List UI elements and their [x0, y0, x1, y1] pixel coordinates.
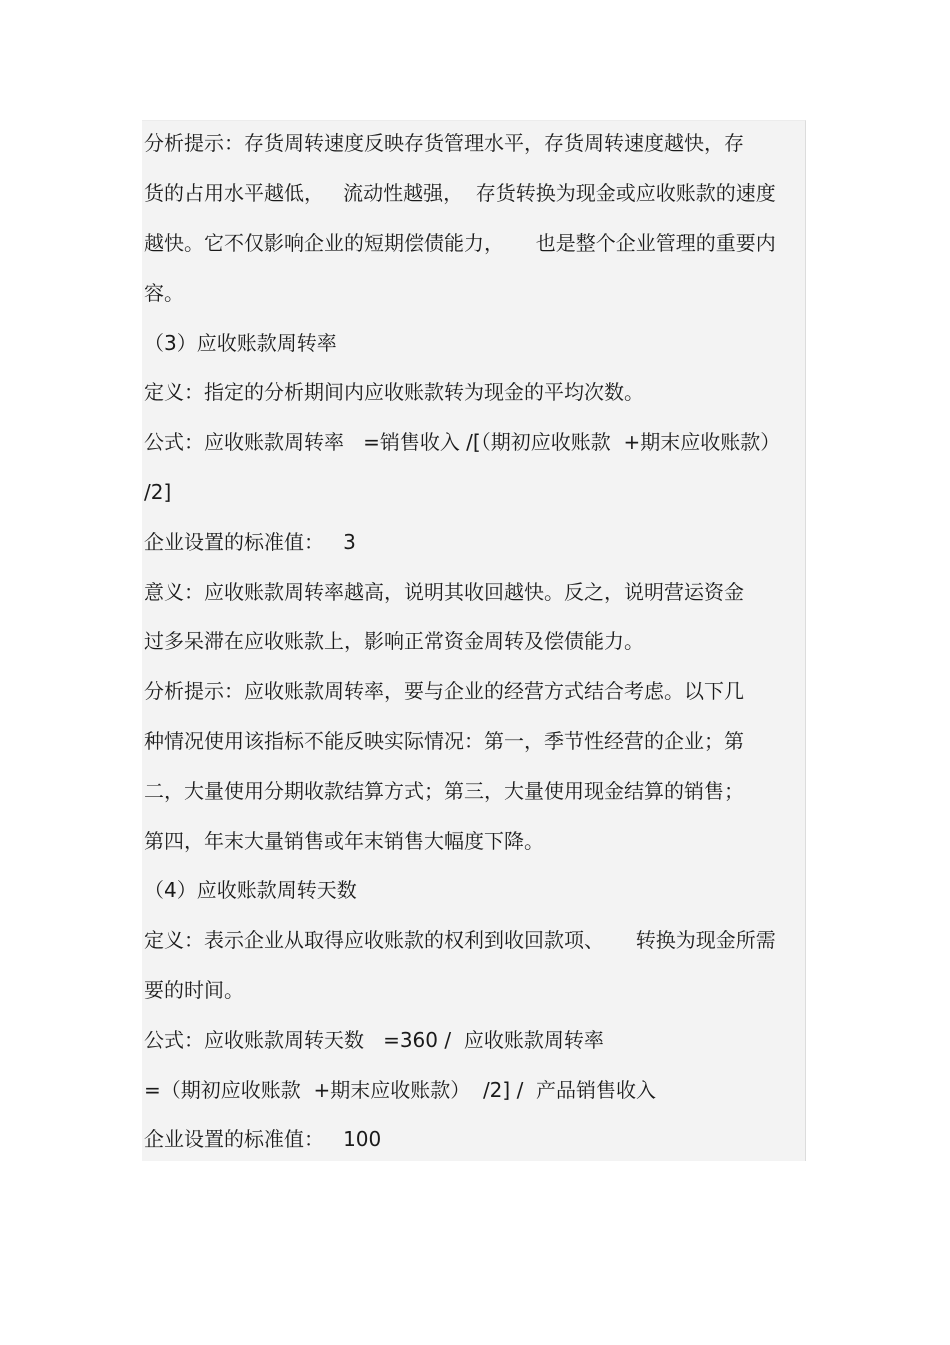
analysis-hint-line-3: 越快。它不仅影响企业的短期偿债能力， 也是整个企业管理的重要内: [144, 231, 776, 255]
meaning-line-2: 过多呆滞在应收账款上，影响正常资金周转及偿债能力。: [144, 629, 644, 653]
definition2-line-1: 定义：表示企业从取得应收账款的权利到收回款项、 转换为现金所需: [144, 928, 776, 952]
formula-line-1: 公式：应收账款周转率 =销售收入 /[（期初应收账款 +期末应收账款）: [144, 430, 781, 454]
meaning-line-1: 意义：应收账款周转率越高，说明其收回越快。反之，说明营运资金: [144, 580, 744, 604]
standard-value2-line: 企业设置的标准值： 100: [144, 1127, 382, 1151]
standard-value-line: 企业设置的标准值： 3: [144, 530, 356, 554]
analysis-hint2-line-2: 种情况使用该指标不能反映实际情况：第一，季节性经营的企业；第: [144, 729, 744, 753]
document-page: [142, 120, 806, 1161]
analysis-hint2-line-3: 二，大量使用分期收款结算方式；第三，大量使用现金结算的销售；: [144, 779, 744, 803]
section-heading-receivables-days: （4）应收账款周转天数: [144, 878, 357, 902]
formula2-line-2: =（期初应收账款 +期末应收账款） /2] / 产品销售收入: [144, 1078, 657, 1102]
formula-line-2: /2]: [144, 480, 172, 504]
analysis-hint-line-4: 容。: [144, 281, 184, 305]
analysis-hint2-line-4: 第四，年末大量销售或年末销售大幅度下降。: [144, 829, 544, 853]
analysis-hint-line-2: 货的占用水平越低， 流动性越强， 存货转换为现金或应收账款的速度: [144, 181, 776, 205]
section-heading-receivables-turnover: （3）应收账款周转率: [144, 331, 337, 355]
formula2-line-1: 公式：应收账款周转天数 =360 / 应收账款周转率: [144, 1028, 604, 1052]
analysis-hint-line-1: 分析提示：存货周转速度反映存货管理水平，存货周转速度越快，存: [144, 131, 744, 155]
analysis-hint2-line-1: 分析提示：应收账款周转率，要与企业的经营方式结合考虑。以下几: [144, 679, 744, 703]
definition-line: 定义：指定的分析期间内应收账款转为现金的平均次数。: [144, 380, 644, 404]
definition2-line-2: 要的时间。: [144, 978, 244, 1002]
